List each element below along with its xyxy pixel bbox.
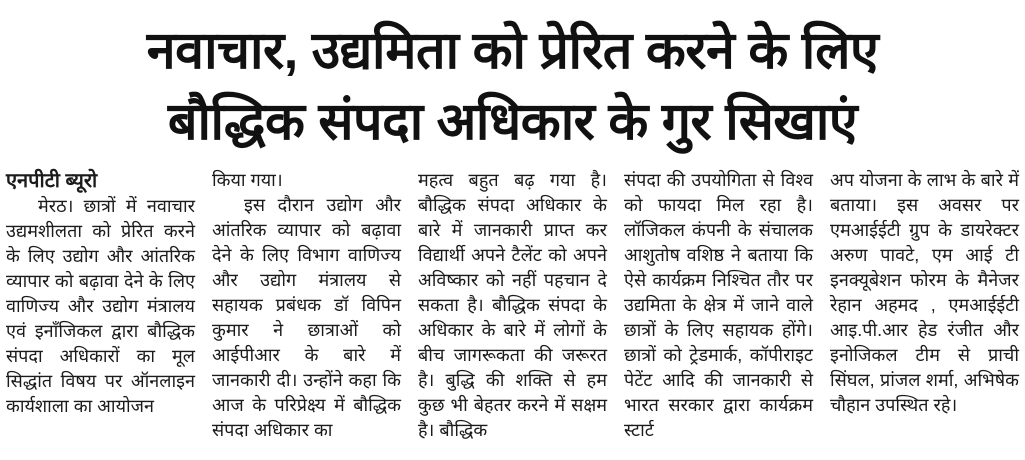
article-paragraph: मेरठ। छात्रों में नवाचार उद्यमशीलता को प्रेरित करने के लिए उद्योग और आंतरिक व्यापार को बढ़ावा देने के लिए वाणिज्य और उद्योग मंत्रालय एवं इनाँजिकल द्वारा बौद्धिक संपदा अधिकारों का मूल सिद्धांत विषय पर ऑनलाइन कार्यशाला का आयोजन xyxy=(6,196,195,416)
article-column-4 xyxy=(624,168,813,443)
article-column-2 xyxy=(212,168,401,443)
article-column-1 xyxy=(6,168,195,443)
headline-line-2: बौद्धिक संपदा अधिकार के गुर सिखाएं xyxy=(167,93,858,151)
article-columns xyxy=(4,168,1021,443)
article-paragraph: इस दौरान उद्योग और आंतरिक व्यापार को बढ़ावा देने के लिए विभाग वाणिज्य और उद्योग मंत्रालय से सहायक प्रबंधक डॉ विपिन कुमार ने छात्राओं को आईपीआर के बारे में जानकारी दी। उन्होंने कहा कि आज के परिप्रेक्ष्य में बौद्धिक संपदा अधिकार का xyxy=(212,195,401,440)
article-paragraph: अप योजना के लाभ के बारे में बताया। इस अवसर पर एमआईईटी ग्रुप के डायरेक्टर अरुण पावटे, एम आई टी इनक्यूबेशन फोरम के मैनेजर रेहान अहमद , एमआईईटी आइ.पी.आर हेड रंजीत और इनोजिकल टीम से प्राची सिंघल, प्रांजल शर्मा, अभिषेक चौहान उपस्थित रहे। xyxy=(830,170,1019,415)
article-paragraph: किया गया। xyxy=(212,170,283,190)
article-headline xyxy=(4,0,1021,158)
byline: एनपीटी ब्यूरो xyxy=(6,170,98,192)
article-column-3 xyxy=(418,168,607,443)
headline-line-1: नवाचार, उद्यमिता को प्रेरित करने के लिए xyxy=(146,22,879,80)
article-column-5 xyxy=(830,168,1019,443)
article-paragraph: महत्व बहुत बढ़ गया है। बौद्धिक संपदा अधिकार के बारे में जानकारी प्राप्त कर विद्यार्थी अपने टैलेंट को अपने अविष्कार को नहीं पहचान दे सकता है। बौद्धिक संपदा के अधिकार के बारे में लोगों के बीच जागरूकता की जरूरत है। बुद्धि की शक्ति से हम कुछ भी बेहतर करने में सक्षम है। बौद्धिक xyxy=(418,170,607,440)
article-paragraph: संपदा की उपयोगिता से विश्व को फायदा मिल रहा है। लॉजिकल कंपनी के संचालक आशुतोष वशिष्ठ ने बताया कि ऐसे कार्यक्रम निश्चित तौर पर उद्यमिता के क्षेत्र में जाने वाले छात्रों के लिए सहायक होंगे। छात्रों को ट्रेडमार्क, कॉपीराइट पेटेंट आदि की जानकारी से भारत सरकार द्वारा कार्यक्रम स्टार्ट xyxy=(624,170,813,440)
